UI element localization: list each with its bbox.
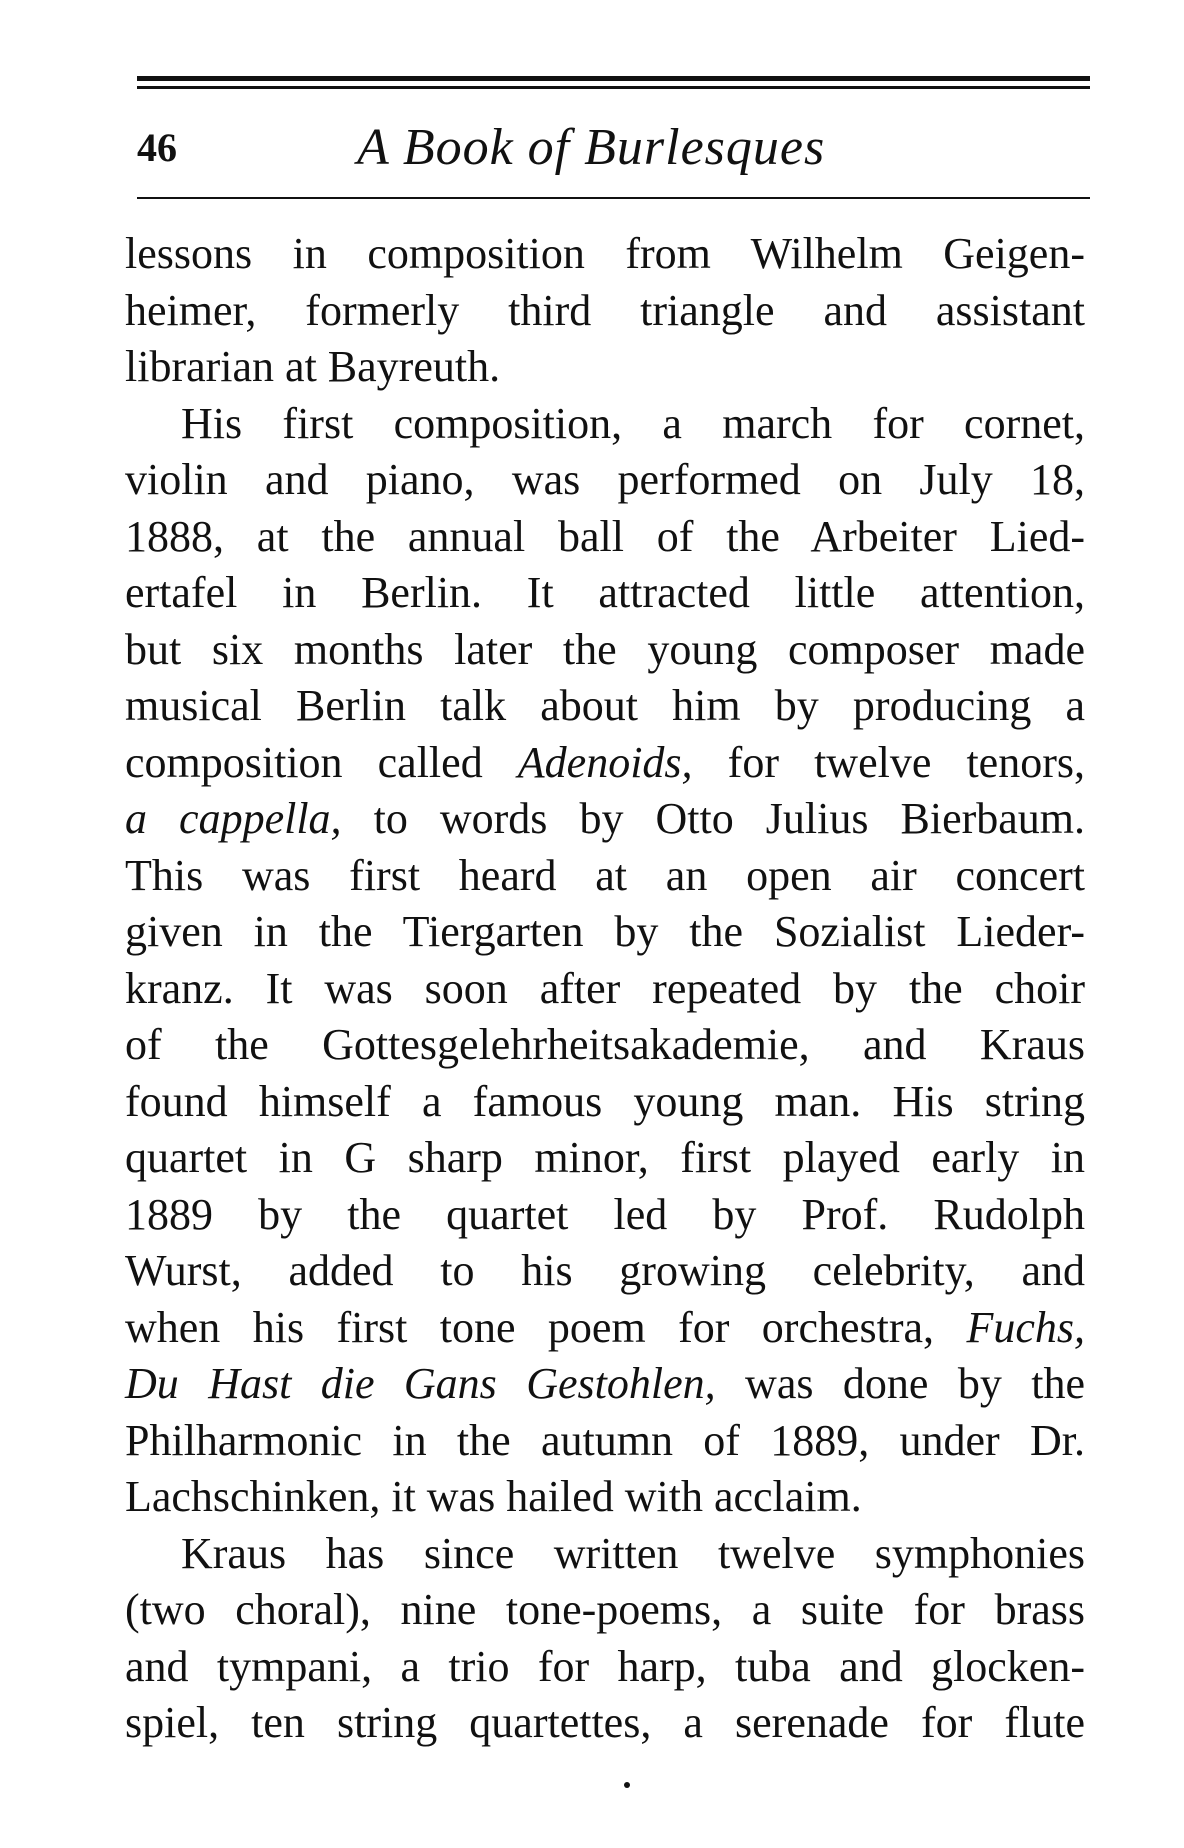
italic-term: a cappella,: [125, 794, 342, 843]
text-run: composition called: [125, 737, 518, 787]
text-line: musical Berlin talk about him by producing a: [125, 681, 1085, 730]
italic-title: Adenoids,: [517, 737, 693, 787]
text-line: 1888, at the annual ball of the Arbeiter Lied-: [125, 511, 1085, 561]
text-line: violin and piano, was performed on July 18,: [125, 455, 1085, 504]
text-line: Wurst, added to his growing celebrity, and: [125, 1246, 1085, 1295]
text-line: of the Gottesgelehrheitsakademie, and Kraus: [125, 1020, 1085, 1069]
header-rule-thick: [137, 76, 1090, 81]
text-line: librarian at Bayreuth.: [125, 342, 501, 391]
text-line: and tympani, a trio for harp, tuba and glocken-: [125, 1641, 1085, 1691]
text-line: 1889 by the quartet led by Prof. Rudolph: [125, 1189, 1085, 1239]
text-line: but six months later the young composer made: [125, 624, 1085, 674]
italic-title: Du Hast die Gans Gestohlen,: [125, 1359, 716, 1408]
text-line: [125, 735, 1085, 792]
body-text: [125, 226, 1085, 1752]
running-title: A Book of Burlesques: [357, 119, 826, 176]
text-line: This was first heard at an open air concert: [125, 850, 1085, 900]
text-line: (two choral), nine tone-poems, a suite for brass: [125, 1585, 1085, 1634]
header-divider: [137, 197, 1090, 199]
text-line: given in the Tiergarten by the Sozialist Lieder-: [125, 907, 1085, 956]
italic-title: Fuchs,: [966, 1302, 1085, 1352]
text-line: lessons in composition from Wilhelm Geigen-: [125, 229, 1085, 278]
text-line: ertafel in Berlin. It attracted little attention,: [125, 568, 1085, 617]
text-line: Kraus has since written twelve symphonies: [181, 1528, 1085, 1578]
text-line: Philharmonic in the autumn of 1889, under Dr.: [125, 1415, 1085, 1465]
page-header: [137, 118, 1090, 188]
print-speck: [624, 1782, 630, 1788]
text-run: was done by the: [715, 1359, 1085, 1408]
text-line: quartet in G sharp minor, first played early in: [125, 1133, 1085, 1182]
text-run: to words by Otto Julius Bierbaum.: [341, 794, 1086, 843]
text-line: kranz. It was soon after repeated by the choir: [125, 963, 1085, 1013]
text-run: for twelve tenors,: [692, 737, 1085, 787]
text-line: His first composition, a march for cornet,: [181, 398, 1085, 448]
text-line: Lachschinken, it was hailed with acclaim.: [125, 1472, 862, 1521]
text-line: [125, 1356, 1085, 1413]
text-run: when his first tone poem for orchestra,: [125, 1302, 967, 1352]
text-line: heimer, formerly third triangle and assistant: [125, 285, 1085, 335]
text-line: found himself a famous young man. His string: [125, 1076, 1085, 1126]
text-line: spiel, ten string quartettes, a serenade for flute: [125, 1698, 1085, 1747]
page-number: 46: [137, 125, 177, 170]
header-rule-thin: [137, 86, 1090, 89]
text-line: [125, 791, 1085, 848]
text-line: [125, 1300, 1085, 1357]
